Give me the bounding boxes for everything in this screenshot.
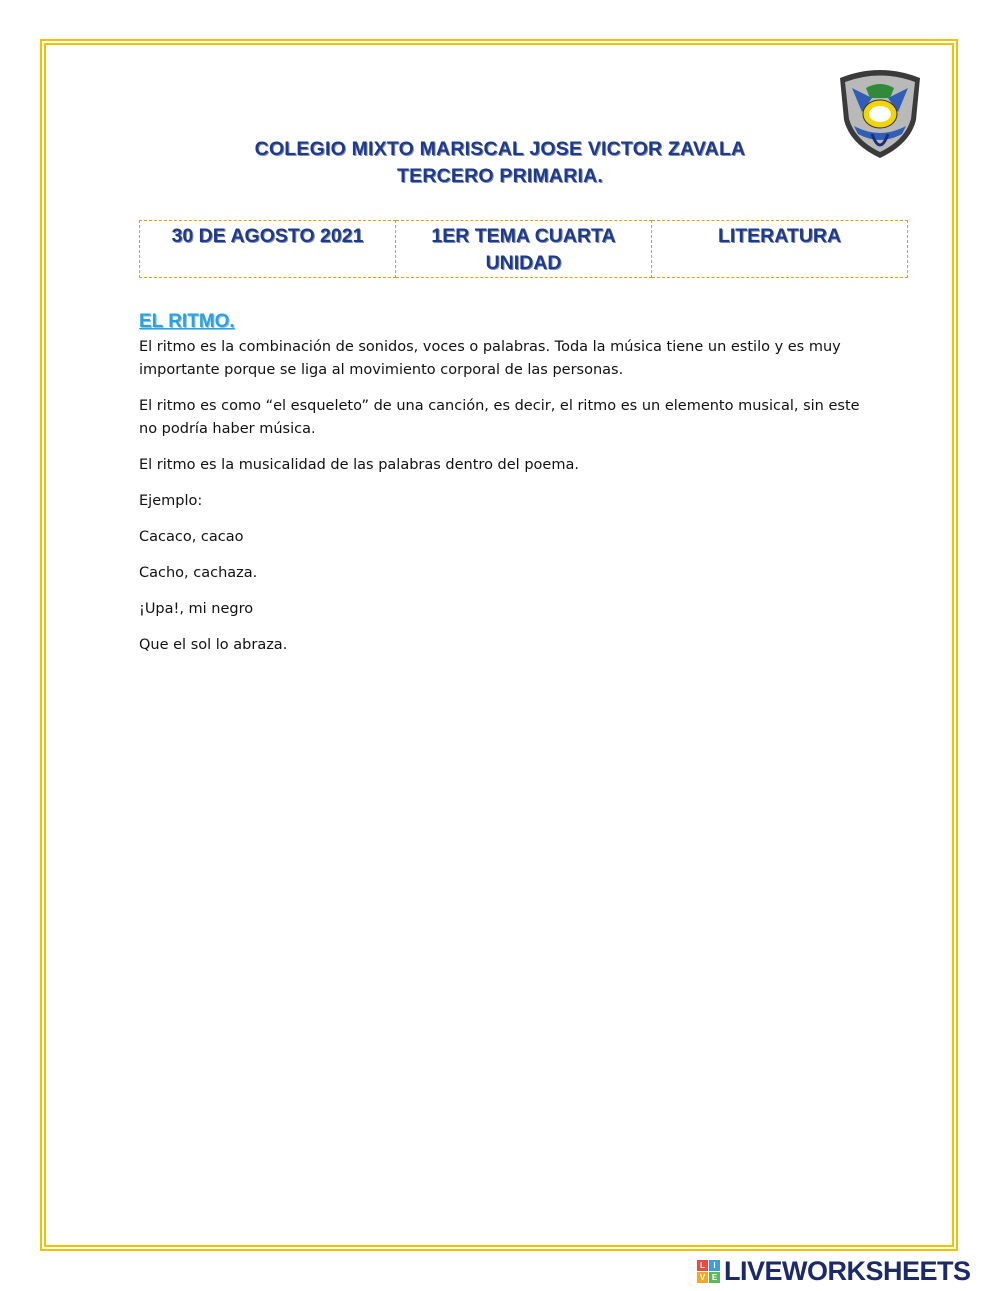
poem-line-4: Que el sol lo abraza. bbox=[139, 637, 288, 653]
table-row bbox=[140, 221, 908, 278]
grade-label: TERCERO PRIMARIA. bbox=[397, 165, 603, 187]
topic-line-2: UNIDAD bbox=[485, 252, 562, 274]
paragraph-1: El ritmo es la combinación de sonidos, voces o palabras. Toda la música tiene un estilo y es muy importante porque se liga al movimiento corporal de las personas. bbox=[139, 339, 841, 378]
logo-letter-v: V bbox=[697, 1272, 708, 1283]
school-name: COLEGIO MIXTO MARISCAL JOSE VICTOR ZAVALA bbox=[254, 138, 746, 160]
poem-line-2: Cacho, cachaza. bbox=[139, 565, 258, 581]
subject-text: LITERATURA bbox=[717, 225, 842, 247]
document-header bbox=[138, 136, 862, 190]
poem-line-3: ¡Upa!, mi negro bbox=[139, 601, 254, 617]
date-cell bbox=[140, 221, 396, 278]
footer-brand bbox=[697, 1256, 971, 1286]
brand-name: LIVEWORKSHEETS bbox=[724, 1255, 971, 1286]
logo-letter-l: L bbox=[697, 1260, 708, 1271]
example-label: Ejemplo: bbox=[139, 493, 203, 509]
liveworksheets-logo-icon bbox=[697, 1260, 720, 1283]
topic-cell bbox=[396, 221, 652, 278]
info-table bbox=[139, 220, 908, 278]
subject-cell bbox=[652, 221, 908, 278]
date-text: 30 DE AGOSTO 2021 bbox=[171, 225, 364, 247]
topic-line-1: 1ER TEMA CUARTA bbox=[431, 225, 616, 247]
section-title: EL RITMO. bbox=[139, 311, 235, 332]
content-body bbox=[139, 336, 879, 670]
logo-letter-i: I bbox=[709, 1260, 720, 1271]
paragraph-3: El ritmo es la musicalidad de las palabras dentro del poema. bbox=[139, 457, 579, 473]
poem-line-1: Cacaco, cacao bbox=[139, 529, 244, 545]
paragraph-2: El ritmo es como “el esqueleto” de una canción, es decir, el ritmo es un elemento musical, sin este no podría haber música. bbox=[139, 398, 860, 437]
logo-letter-e: E bbox=[709, 1272, 720, 1283]
